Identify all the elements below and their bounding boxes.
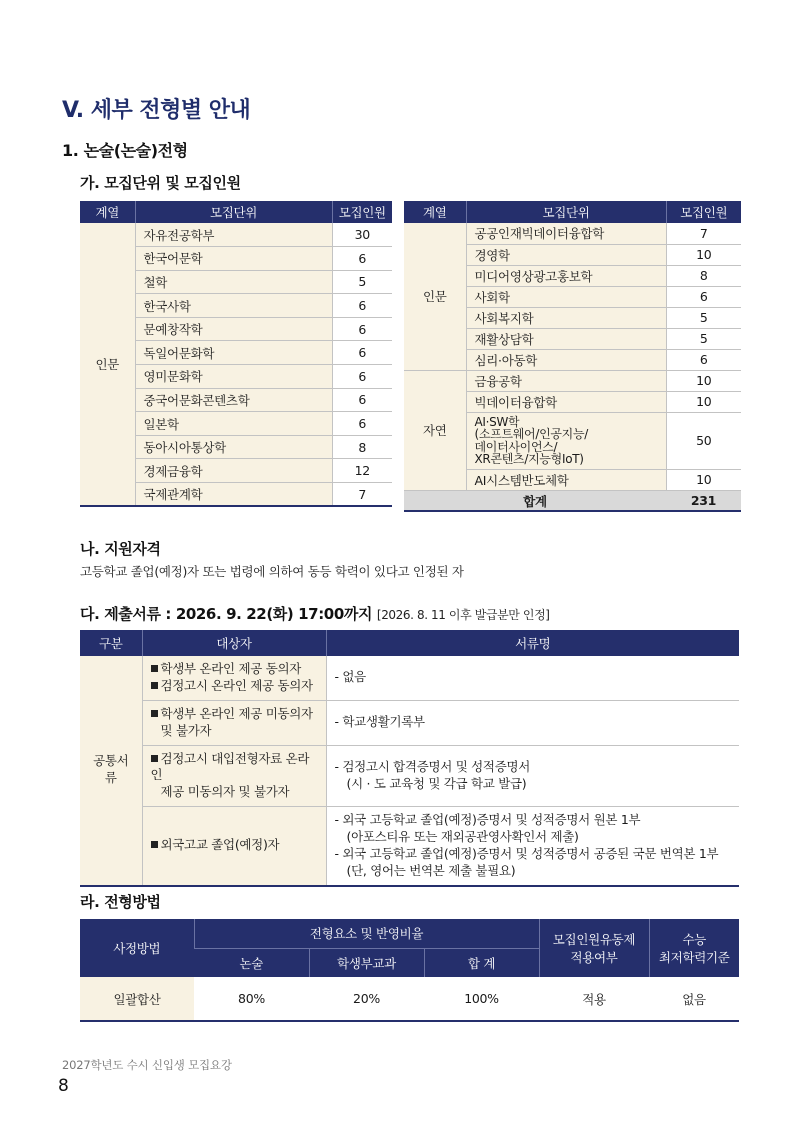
unit-cell: 일본학 [135,412,332,436]
footer-text: 2027학년도 수시 신입생 모집요강 [62,1058,232,1072]
recruit-table-right [404,201,741,512]
unit-cell-ai-sw [466,412,666,469]
square-bullet-icon [151,710,158,717]
header-essay: 논술 [194,948,309,977]
header-category: 계열 [404,201,466,223]
record-ratio-cell: 20% [309,977,424,1021]
count-cell: 6 [332,247,392,271]
transfer-cell: 적용 [539,977,649,1021]
unit-cell: 빅데이터융합학 [466,391,666,412]
part-da-title [80,603,550,624]
docs-target-cell [142,700,326,745]
header-category: 계열 [80,201,135,223]
unit-cell: 자유전공학부 [135,223,332,247]
docs-target-cell [142,807,326,886]
unit-cell: 심리·아동학 [466,349,666,370]
unit-cell: 한국어문학 [135,247,332,271]
unit-cell: AI시스템반도체학 [466,469,666,490]
category-cell: 인문 [404,223,466,370]
unit-line: XR콘텐츠/지능형IoT) [474,452,584,467]
count-cell: 5 [666,307,741,328]
count-cell: 12 [332,459,392,483]
unit-cell: 철학 [135,270,332,294]
part-da-main: 다. 제출서류 : 2026. 9. 22(화) 17:00까지 [80,605,373,623]
unit-cell: 문예창작학 [135,317,332,341]
target-text: 외국고교 졸업(예정)자 [160,837,280,853]
count-cell: 30 [332,223,392,247]
unit-cell: 중국어문화콘텐츠학 [135,388,332,412]
total-label: 합계 [404,490,666,511]
docs-doc-cell [326,745,739,807]
count-cell: 6 [332,388,392,412]
target-text: 학생부 온라인 제공 동의자 [160,661,302,676]
count-cell: 8 [332,435,392,459]
target-text: 및 불가자 [160,722,212,738]
target-text: 학생부 온라인 제공 미동의자 [160,705,313,721]
count-cell: 5 [666,328,741,349]
header-unit: 모집단위 [135,201,332,223]
total-count: 231 [666,490,741,511]
unit-cell: 재활상담학 [466,328,666,349]
count-cell: 7 [666,223,741,244]
target-text: 제공 미동의자 및 불가자 [160,784,290,800]
header-transfer [539,919,649,977]
unit-cell: 독일어문화학 [135,341,332,365]
header-csat [649,919,739,977]
unit-cell: 사회복지학 [466,307,666,328]
docs-target-cell [142,745,326,807]
unit-cell: 경제금융학 [135,459,332,483]
count-cell: 6 [666,349,741,370]
count-cell: 6 [666,286,741,307]
unit-cell: 공공인재빅데이터융합학 [466,223,666,244]
docs-doc-cell: - 학교생활기록부 [326,700,739,745]
category-cell: 인문 [80,223,135,506]
header-count: 모집인원 [332,201,392,223]
csat-cell: 없음 [649,977,739,1021]
count-cell: 6 [332,341,392,365]
count-cell: 10 [666,391,741,412]
doc-line: - 외국 고등학교 졸업(예정)증명서 및 성적증명서 공증된 국문 번역본 1부 [334,845,719,861]
part-ga-title: 가. 모집단위 및 모집인원 [80,174,241,192]
header-csat-line: 최저학력기준 [658,950,730,965]
count-cell: 6 [332,294,392,318]
qualification-text: 고등학교 졸업(예정)자 또는 법령에 의하여 동등 학력이 있다고 인정된 자 [80,564,464,579]
doc-line: (아포스티유 또는 재외공관영사확인서 제출) [346,829,579,844]
header-csat-line: 수능 [682,932,707,947]
count-cell: 5 [332,270,392,294]
unit-line: 데이터사이언스/ [474,439,558,454]
page-number: 8 [58,1076,69,1096]
docs-doc-cell [326,807,739,886]
doc-line: (단, 영어는 번역본 제출 불필요) [346,862,516,878]
unit-cell: 경영학 [466,244,666,265]
unit-cell: 금융공학 [466,370,666,391]
recruit-table-left [80,201,392,507]
header-record: 학생부교과 [309,948,424,977]
unit-cell: 국제관계학 [135,483,332,507]
docs-category-cell: 공통서류 [80,656,142,886]
header-doc: 서류명 [326,630,739,656]
square-bullet-icon [151,665,158,672]
essay-ratio-cell: 80% [194,977,309,1021]
category-cell: 자연 [404,370,466,490]
part-da-note: [2026. 8. 11 이후 발급분만 인정] [376,608,550,622]
unit-cell: 영미문화학 [135,365,332,389]
count-cell: 6 [332,365,392,389]
documents-table [80,630,739,887]
count-cell: 10 [666,244,741,265]
docs-target-cell [142,656,326,700]
method-table [80,919,739,1022]
doc-line: - 검정고시 합격증명서 및 성적증명서 [334,758,531,774]
doc-line: (시 · 도 교육청 및 각급 학교 발급) [346,775,527,791]
unit-cell: 한국사학 [135,294,332,318]
header-division: 구분 [80,630,142,656]
count-cell: 6 [332,317,392,341]
part-na-title: 나. 지원자격 [80,540,161,558]
sum-ratio-cell: 100% [424,977,539,1021]
count-cell: 10 [666,370,741,391]
section-title: V. 세부 전형별 안내 [62,98,251,123]
header-count: 모집인원 [666,201,741,223]
count-cell: 6 [332,412,392,436]
square-bullet-icon [151,755,158,762]
count-cell: 10 [666,469,741,490]
method-cell: 일괄합산 [80,977,194,1021]
header-sum: 합 계 [424,948,539,977]
unit-cell: 미디어영상광고홍보학 [466,265,666,286]
square-bullet-icon [151,682,158,689]
target-text: 검정고시 대입전형자료 온라인 [150,750,310,783]
header-transfer-line: 모집인원유동제 [552,932,636,947]
header-transfer-line: 적용여부 [570,950,618,965]
part-ra-title: 라. 전형방법 [80,893,161,911]
docs-doc-cell: - 없음 [326,656,739,700]
unit-cell: 동아시아통상학 [135,435,332,459]
header-target: 대상자 [142,630,326,656]
count-cell: 7 [332,483,392,507]
count-cell: 50 [666,412,741,469]
unit-line: (소프트웨어/인공지능/ [474,427,588,442]
count-cell: 8 [666,265,741,286]
doc-line: - 외국 고등학교 졸업(예정)증명서 및 성적증명서 원본 1부 [334,812,641,828]
subsection-title: 1. 논술(논술)전형 [62,141,188,160]
square-bullet-icon [151,841,158,848]
header-unit: 모집단위 [466,201,666,223]
header-method: 사정방법 [80,919,194,977]
target-text: 검정고시 온라인 제공 동의자 [160,677,313,693]
unit-cell: 사회학 [466,286,666,307]
unit-line: AI·SW학 [474,414,520,429]
header-elements: 전형요소 및 반영비율 [194,919,539,948]
